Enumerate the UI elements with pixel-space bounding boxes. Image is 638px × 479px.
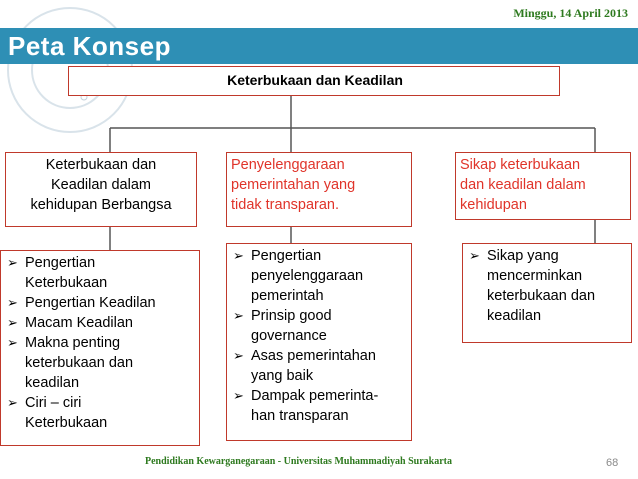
category-box-3 [455,152,631,220]
arrow-bullet-icon: ➢ [233,248,244,263]
category-3-line: dan keadilan dalam [460,177,586,193]
arrow-bullet-icon: ➢ [7,395,18,410]
subtopic-list-1 [1,251,199,433]
slide-date: Minggu, 14 April 2013 [513,6,628,20]
list-item: ➢ Pengertian penyelenggaraan pemerintah [233,248,364,304]
category-2-line: pemerintahan yang [231,177,356,193]
central-concept-label: Keterbukaan dan Keadilan [227,72,403,88]
category-box-1 [5,152,197,227]
list-item: ➢ Pengertian Keterbukaan [7,255,108,291]
category-2-line: Penyelenggaraan [231,157,345,173]
category-box-2 [226,152,412,227]
list-item: ➢ Asas pemerintahan yang baik [233,348,376,384]
central-concept-box [68,66,560,96]
category-1-line: Keterbukaan dan [45,157,157,173]
subtopic-list-2 [227,244,411,426]
category-1-line: kehidupan Berbangsa [30,197,172,213]
list-item: ➢ Sikap yang mencerminkan keterbukaan dan keadilan [469,248,596,324]
category-2-line: tidak transparan. [231,197,340,213]
category-3-line: kehidupan [460,197,527,213]
arrow-bullet-icon: ➢ [7,295,18,310]
list-item: ➢ Pengertian Keadilan [7,295,156,311]
list-item: ➢ Dampak pemerinta- han transparan [233,388,379,424]
subtopic-list-box-1 [0,250,200,446]
arrow-bullet-icon: ➢ [233,308,244,323]
arrow-bullet-icon: ➢ [7,255,18,270]
arrow-bullet-icon: ➢ [7,315,18,330]
arrow-bullet-icon: ➢ [469,248,480,263]
list-item: ➢ Prinsip good governance [233,308,332,344]
slide-title: Peta Konsep [8,31,171,61]
arrow-bullet-icon: ➢ [7,335,18,350]
page-number: 68 [606,457,619,469]
category-3-line: Sikap keterbukaan [460,157,581,173]
list-item: ➢ Makna penting keterbukaan dan keadilan [7,335,134,391]
subtopic-list-box-2 [226,243,412,441]
footer-text: Pendidikan Kewarganegaraan - Universitas Muhammadiyah Surakarta [145,456,452,467]
subtopic-list-3 [463,244,631,326]
arrow-bullet-icon: ➢ [233,348,244,363]
arrow-bullet-icon: ➢ [233,388,244,403]
category-1-line: Keadilan dalam [51,177,151,193]
subtopic-list-box-3 [462,243,632,343]
list-item: ➢ Macam Keadilan [7,315,133,331]
list-item: ➢ Ciri – ciri Keterbukaan [7,395,108,431]
